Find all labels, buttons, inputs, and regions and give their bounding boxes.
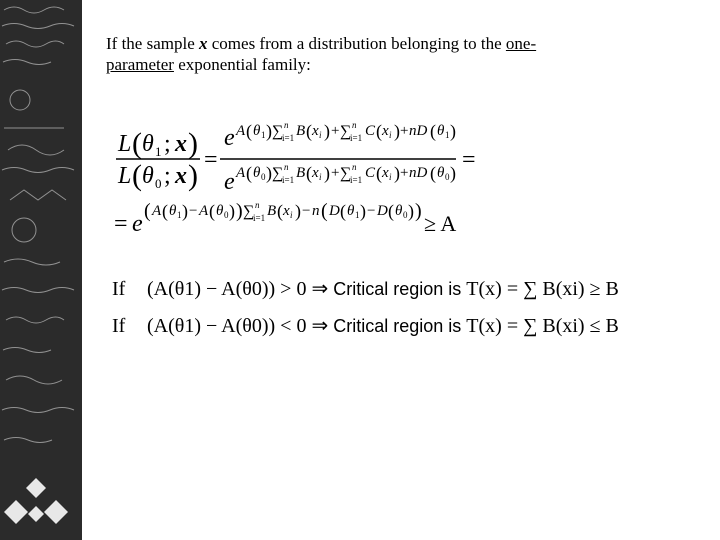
svg-text:i=1: i=1: [350, 133, 363, 143]
svg-text:0: 0: [445, 172, 450, 182]
svg-text:i=1: i=1: [282, 175, 295, 185]
underlined-text: parameter: [106, 55, 174, 74]
svg-text:A: A: [236, 165, 246, 181]
svg-text:): ): [236, 200, 243, 222]
svg-text:(: (: [430, 121, 436, 141]
svg-text:(: (: [376, 163, 382, 183]
svg-text:θ: θ: [347, 203, 355, 219]
svg-text:L: L: [118, 131, 132, 157]
svg-text:1: 1: [177, 210, 182, 220]
svg-text:x: x: [175, 163, 187, 189]
svg-text:∑: ∑: [340, 165, 352, 182]
svg-text:θ: θ: [253, 123, 261, 139]
svg-text:θ: θ: [395, 203, 403, 219]
svg-text:;: ;: [164, 163, 171, 189]
svg-text:(: (: [277, 201, 283, 221]
svg-text:+: +: [400, 123, 409, 139]
svg-text:i: i: [389, 130, 392, 140]
decorative-sidebar: [0, 0, 82, 540]
svg-text:): ): [450, 163, 456, 183]
if-label: If: [112, 315, 126, 337]
rhs-fraction: [220, 120, 456, 195]
svg-text:≥ A: ≥ A: [424, 211, 457, 236]
intro-text: exponential family:: [173, 55, 311, 74]
svg-text:B: B: [296, 123, 306, 139]
svg-text:(: (: [430, 163, 436, 183]
svg-text:θ: θ: [142, 163, 154, 189]
svg-text:(: (: [321, 200, 328, 222]
svg-text:1: 1: [155, 144, 162, 159]
svg-text:x: x: [382, 165, 389, 181]
implies-symbol: ⇒: [311, 278, 329, 300]
svg-text:): ): [188, 159, 198, 192]
svg-text:−: −: [189, 203, 198, 219]
svg-text:−: −: [367, 203, 376, 219]
underlined-text: one-: [505, 34, 537, 53]
svg-text:): ): [188, 127, 198, 160]
svg-text:∑: ∑: [272, 165, 284, 182]
svg-text:): ): [266, 163, 272, 183]
test-statistic: T(x) = ∑ B(xi) ≥ B: [466, 278, 619, 300]
svg-text:(: (: [209, 201, 215, 221]
svg-text:n: n: [352, 162, 357, 172]
svg-text:0: 0: [403, 210, 408, 220]
critical-region-label: Critical region is: [333, 316, 462, 336]
lhs-fraction: [116, 127, 200, 192]
svg-text:i=1: i=1: [350, 175, 363, 185]
svg-text:A: A: [236, 123, 246, 139]
svg-text:e: e: [132, 211, 143, 237]
svg-text:D: D: [329, 203, 340, 219]
chalkboard-doodles: [0, 0, 82, 540]
svg-text:θ: θ: [216, 203, 224, 219]
svg-text:): ): [324, 163, 330, 183]
svg-text:(: (: [376, 121, 382, 141]
svg-text:;: ;: [164, 131, 171, 157]
svg-text:n: n: [312, 203, 320, 219]
svg-text:(: (: [306, 121, 312, 141]
svg-text:): ): [295, 201, 301, 221]
svg-text:0: 0: [155, 176, 162, 191]
svg-text:x: x: [382, 123, 389, 139]
svg-text:D: D: [377, 203, 388, 219]
university-logo: [4, 478, 68, 524]
svg-text:): ): [394, 163, 400, 183]
svg-text:1: 1: [445, 130, 450, 140]
svg-text:0: 0: [224, 210, 229, 220]
svg-text:i: i: [319, 130, 322, 140]
svg-text:): ): [394, 121, 400, 141]
svg-text:+: +: [400, 165, 409, 181]
svg-text:(: (: [132, 127, 142, 160]
svg-text:θ: θ: [142, 131, 154, 157]
critical-region-label: Critical region is: [333, 279, 462, 299]
svg-text:L: L: [118, 163, 132, 189]
condition-negative: [112, 312, 619, 340]
svg-text:A: A: [199, 203, 209, 219]
svg-text:): ): [408, 201, 414, 221]
svg-text:+: +: [331, 123, 340, 139]
svg-text:θ: θ: [437, 123, 445, 139]
svg-text:x: x: [283, 203, 290, 219]
svg-text:): ): [415, 200, 422, 222]
intro-text: If the sample: [106, 34, 199, 53]
intro-text: comes from a distribution belonging to the: [207, 34, 506, 53]
svg-text:(: (: [246, 121, 252, 141]
svg-text:nD: nD: [409, 165, 428, 181]
condition-positive: [112, 275, 619, 303]
svg-text:θ: θ: [253, 165, 261, 181]
implies-symbol: ⇒: [311, 315, 329, 337]
slide-content: [82, 0, 720, 540]
svg-text:C: C: [365, 165, 376, 181]
svg-text:i=1: i=1: [282, 133, 295, 143]
svg-text:): ): [360, 201, 366, 221]
svg-text:): ): [182, 201, 188, 221]
svg-text:): ): [229, 201, 235, 221]
svg-text:i=1: i=1: [253, 213, 266, 223]
svg-text:n: n: [284, 162, 289, 172]
svg-text:x: x: [312, 165, 319, 181]
svg-text:e: e: [224, 125, 235, 151]
svg-text:i: i: [290, 210, 293, 220]
svg-text:=: =: [462, 147, 476, 173]
svg-text:1: 1: [261, 130, 266, 140]
svg-text:=: =: [204, 147, 218, 173]
svg-text:B: B: [296, 165, 306, 181]
svg-text:C: C: [365, 123, 376, 139]
svg-text:i: i: [389, 172, 392, 182]
svg-text:): ): [450, 121, 456, 141]
svg-text:e: e: [224, 169, 235, 195]
svg-text:(: (: [388, 201, 394, 221]
svg-text:+: +: [331, 165, 340, 181]
svg-text:x: x: [312, 123, 319, 139]
exponent-result: [114, 200, 456, 237]
svg-text:): ): [266, 121, 272, 141]
svg-text:A: A: [152, 203, 162, 219]
sample-variable: x: [199, 34, 208, 53]
svg-text:∑: ∑: [340, 123, 352, 140]
svg-text:(: (: [162, 201, 168, 221]
svg-text:B: B: [267, 203, 277, 219]
svg-text:1: 1: [355, 210, 360, 220]
svg-text:θ: θ: [169, 203, 177, 219]
svg-text:(: (: [132, 159, 142, 192]
svg-text:): ): [324, 121, 330, 141]
svg-text:(: (: [144, 200, 151, 222]
svg-text:θ: θ: [437, 165, 445, 181]
svg-text:n: n: [352, 120, 357, 130]
intro-paragraph: [106, 33, 626, 75]
test-statistic: T(x) = ∑ B(xi) ≤ B: [466, 315, 619, 337]
svg-text:0: 0: [261, 172, 266, 182]
svg-text:=: =: [114, 211, 128, 237]
svg-text:n: n: [284, 120, 289, 130]
svg-text:nD: nD: [409, 123, 428, 139]
svg-text:(: (: [340, 201, 346, 221]
svg-text:∑: ∑: [243, 203, 255, 220]
svg-text:n: n: [255, 200, 260, 210]
if-label: If: [112, 278, 126, 300]
svg-text:x: x: [175, 131, 187, 157]
condition-expression: (A(θ1) − A(θ0)) > 0: [147, 278, 307, 300]
svg-text:i: i: [319, 172, 322, 182]
condition-expression: (A(θ1) − A(θ0)) < 0: [147, 315, 307, 337]
svg-text:(: (: [246, 163, 252, 183]
svg-text:(: (: [306, 163, 312, 183]
svg-text:∑: ∑: [272, 123, 284, 140]
svg-text:−: −: [302, 203, 311, 219]
